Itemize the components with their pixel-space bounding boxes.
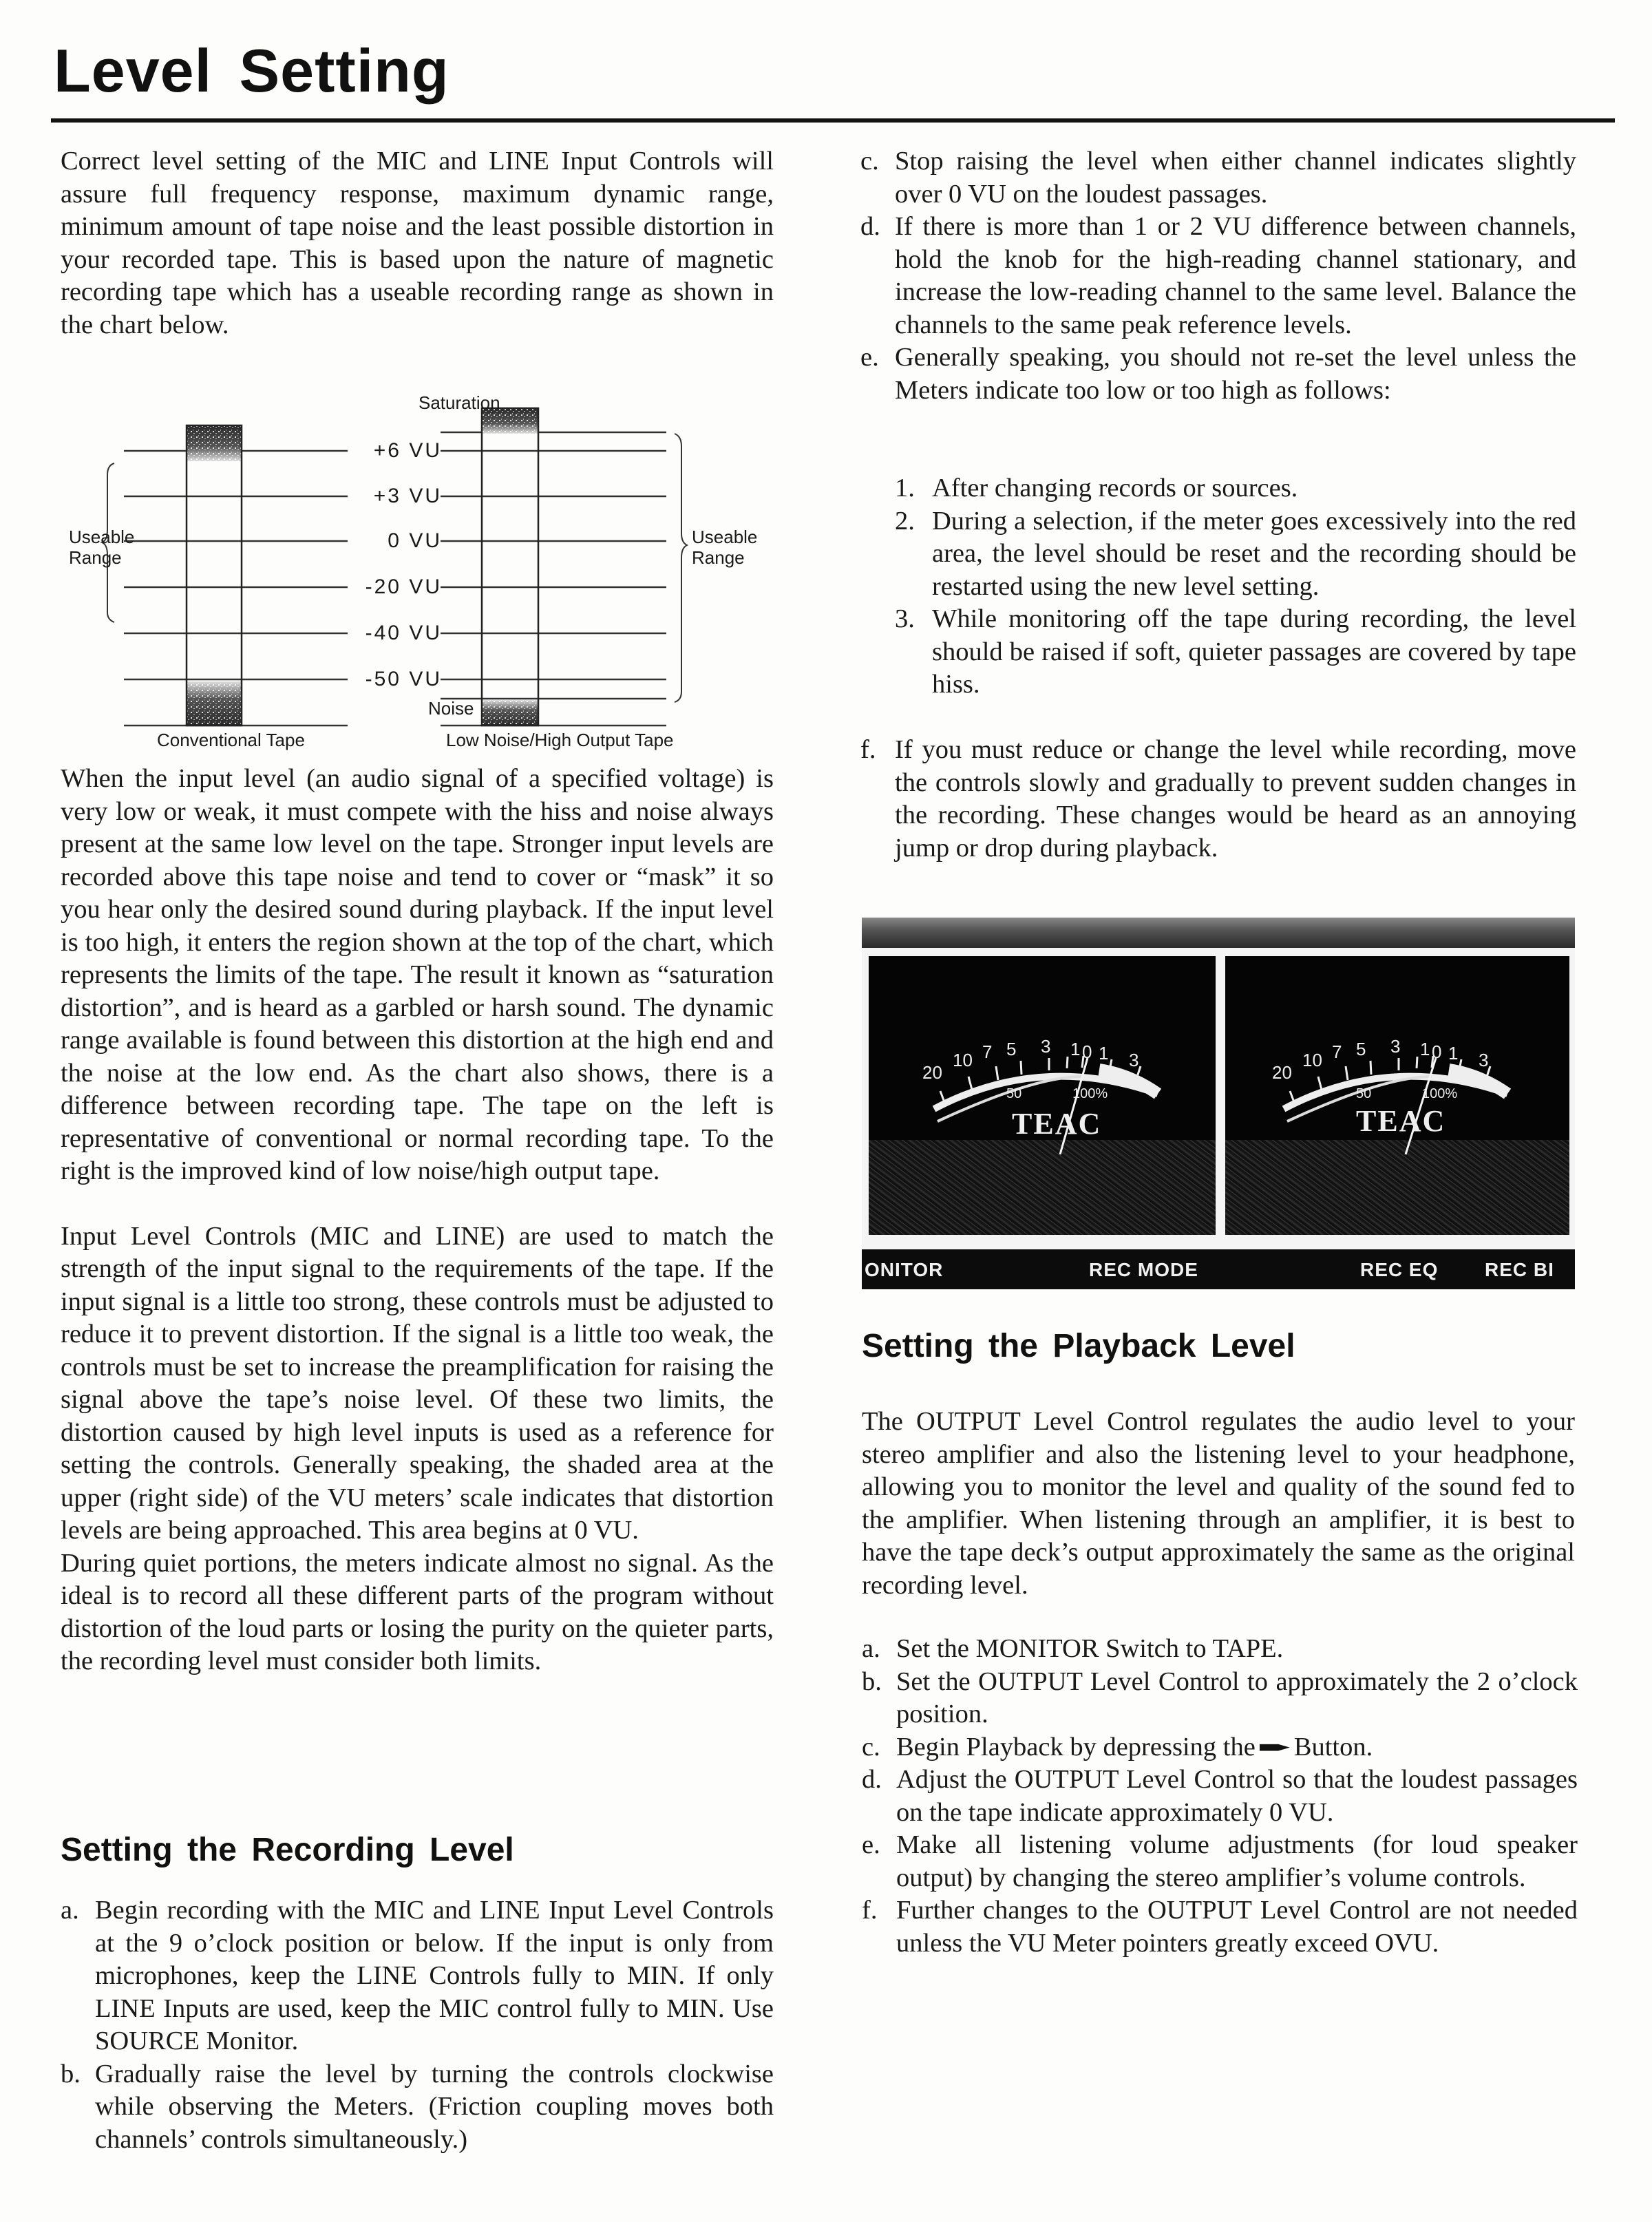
recording-step-f xyxy=(860,734,1576,865)
recording-steps-continued xyxy=(860,145,1576,407)
recording-step-d xyxy=(860,211,1576,341)
vu-meter-photo xyxy=(862,918,1575,1289)
step-marker: e. xyxy=(860,343,879,372)
title-rule xyxy=(51,118,1615,123)
right-useable-range-label: Useable Range xyxy=(692,527,758,568)
step-text: Begin recording with the MIC and LINE Input Level Controls at the 9 o’clock position or below. If the input is only from microphones, keep the LINE Controls fully to MIN. If only LINE Inputs are used, keep the MIC control fully to MIN. Use SOURCE Monitor. xyxy=(95,1896,774,2055)
saturation-label: Saturation xyxy=(419,392,500,413)
recording-steps-list xyxy=(61,1894,774,2156)
step-marker: a. xyxy=(61,1896,79,1925)
recording-level-heading: Setting the Recording Level xyxy=(61,1832,514,1868)
step-marker: d. xyxy=(860,212,880,241)
condition-marker: 3. xyxy=(895,604,915,633)
quiet-portions-paragraph: During quiet portions, the meters indicate almost no signal. As the ideal is to record all these different parts of the program without distortion of the loud parts or losing the purity on the quieter parts, the recording level must consider both limits. xyxy=(61,1548,774,1675)
level-label-minus40: -40 VU xyxy=(365,622,442,644)
step-marker: c. xyxy=(860,147,879,176)
step-text: If you must reduce or change the level while recording, move the controls slowly and gradually to prevent sudden changes in the recording. These changes would be heard as an annoying jump or drop during playback. xyxy=(895,735,1576,863)
left-column xyxy=(61,145,774,341)
recording-step-a xyxy=(61,1894,774,2058)
recording-step-b xyxy=(61,2058,774,2157)
playback-step-c xyxy=(862,1731,1578,1764)
playback-intro-paragraph: The OUTPUT Level Control regulates the audio level to your stereo amplifier and also the listening level to your headphone, allowing you to monitor the level and quality of the sound fed to the amplifier. When listening through an amplifier, it is best to have the tape deck’s output approximately the same as the original recording level. xyxy=(862,1407,1575,1600)
deck-top-trim xyxy=(862,918,1575,948)
step-marker: d. xyxy=(862,1765,882,1794)
reset-conditions-list xyxy=(895,472,1576,701)
svg-text:50: 50 xyxy=(1356,1086,1372,1101)
monitor-label: ONITOR xyxy=(865,1259,944,1280)
svg-text:20: 20 xyxy=(922,1062,942,1083)
condition-text: While monitoring off the tape during recording, the level should be raised if soft, quieter passages are covered by tape hiss. xyxy=(932,604,1576,699)
vu-meter-left xyxy=(869,956,1216,1235)
condition-marker: 2. xyxy=(895,506,915,536)
step-text: Button. xyxy=(1293,1732,1373,1761)
svg-text:3: 3 xyxy=(1129,1050,1139,1070)
level-label-plus3: +3 VU xyxy=(373,485,442,507)
svg-text:3: 3 xyxy=(1041,1036,1051,1057)
svg-text:3: 3 xyxy=(1479,1050,1489,1070)
svg-text:10: 10 xyxy=(1302,1050,1322,1070)
rec-bias-label: REC BI xyxy=(1485,1259,1554,1280)
left-useable-range-label: Useable Range xyxy=(69,527,135,568)
play-button-icon xyxy=(1260,1742,1290,1753)
svg-text:1: 1 xyxy=(1448,1043,1459,1064)
step-marker: c. xyxy=(862,1732,880,1761)
condition-text: After changing records or sources. xyxy=(932,474,1298,502)
svg-text:20: 20 xyxy=(1272,1062,1292,1083)
step-marker: f. xyxy=(860,735,876,764)
svg-text:1: 1 xyxy=(1099,1043,1109,1064)
playback-step-f xyxy=(862,1894,1578,1960)
step-marker: f. xyxy=(862,1896,878,1925)
step-text: Make all listening volume adjustments (for loud speaker output) by changing the stereo amplifier’s volume controls. xyxy=(896,1830,1578,1892)
playback-level-heading: Setting the Playback Level xyxy=(862,1328,1295,1364)
step-marker: a. xyxy=(862,1634,880,1663)
svg-text:50: 50 xyxy=(1006,1086,1022,1101)
step-text: Stop raising the level when either channel indicates slightly over 0 VU on the loudest passages. xyxy=(895,147,1576,209)
level-label-minus20: -20 VU xyxy=(365,575,442,598)
reset-condition-2 xyxy=(895,505,1576,604)
svg-text:100%: 100% xyxy=(1072,1086,1108,1101)
step-text: Generally speaking, you should not re-set the level unless the Meters indicate too low or too high as follows: xyxy=(895,343,1576,405)
step-marker: b. xyxy=(61,2059,81,2088)
recording-step-f-list xyxy=(860,734,1576,865)
step-text: Gradually raise the level by turning the controls clockwise while observing the Meters. (Friction coupling moves both channels’ controls simultaneously.) xyxy=(95,2059,774,2154)
playback-step-d xyxy=(862,1764,1578,1829)
recording-step-c xyxy=(860,145,1576,211)
rec-eq-label: REC EQ xyxy=(1360,1259,1439,1280)
svg-text:5: 5 xyxy=(1356,1039,1366,1059)
svg-text:1: 1 xyxy=(1420,1039,1430,1059)
vu-meter-right xyxy=(1225,956,1569,1235)
step-marker: b. xyxy=(862,1666,882,1696)
step-text: If there is more than 1 or 2 VU difference between channels, hold the knob for the high-reading channel stationary, and increase the low-reading channel to the same level. Balance the channels to the same peak reference levels. xyxy=(895,212,1576,339)
deck-control-labels-bar xyxy=(862,1249,1575,1289)
svg-text:7: 7 xyxy=(1332,1041,1342,1062)
svg-text:5: 5 xyxy=(1006,1039,1017,1059)
playback-step-a xyxy=(862,1633,1578,1666)
page-title: Level Setting xyxy=(54,36,449,105)
reset-condition-3 xyxy=(895,603,1576,701)
meter-brand-right: TEAC xyxy=(1356,1104,1446,1138)
low-noise-tape-label: Low Noise/High Output Tape xyxy=(446,730,674,750)
intro-paragraph: Correct level setting of the MIC and LINE Input Controls will assure full frequency response, maximum dynamic range, minimum amount of tape noise and the least possible distortion in your recorded tape. This is based upon the nature of magnetic recording tape which has a useable recording range as shown in the chart below. xyxy=(61,147,774,339)
playback-steps-list xyxy=(862,1633,1578,1960)
step-text: Adjust the OUTPUT Level Control so that the loudest passages on the tape indicate approximately 0 VU. xyxy=(896,1765,1578,1827)
svg-text:0: 0 xyxy=(1432,1041,1442,1062)
svg-text:7: 7 xyxy=(982,1041,993,1062)
tape-range-diagram xyxy=(69,385,833,750)
left-column-body xyxy=(61,763,774,1678)
level-label-minus50: -50 VU xyxy=(365,668,442,690)
svg-text:1: 1 xyxy=(1070,1039,1081,1059)
step-text: Begin Playback by depressing the xyxy=(896,1732,1256,1761)
playback-step-b xyxy=(862,1666,1578,1731)
step-marker: e. xyxy=(862,1830,880,1859)
level-label-0: 0 VU xyxy=(388,529,442,552)
playback-step-e xyxy=(862,1829,1578,1894)
step-text: Set the MONITOR Switch to TAPE. xyxy=(896,1634,1284,1663)
step-text: Further changes to the OUTPUT Level Control are not needed unless the VU Meter pointers greatly exceed OVU. xyxy=(896,1896,1578,1958)
svg-text:0: 0 xyxy=(1082,1041,1092,1062)
saturation-explanation-paragraph: When the input level (an audio signal of a specified voltage) is very low or weak, it must compete with the hiss and noise always present at the same low level on the tape. Stronger input levels are recorded above this tape noise and tend to cover or “mask” it so you hear only the desired sound during playback. If the input level is too high, it enters the region shown at the top of the chart, which represents the limits of the tape. The result it known as “saturation distortion”, and is heard as a garbled or harsh sound. The dynamic range available is found between this distortion at the high end and the noise at the low end. As the chart also shows, there is a difference between recording tape. The tape on the left is representative of conventional or normal recording tape. To the right is the improved kind of low noise/high output tape. xyxy=(61,764,774,1185)
reset-condition-1 xyxy=(895,472,1576,505)
meter-brand-left: TEAC xyxy=(1012,1107,1102,1141)
noise-label: Noise xyxy=(428,698,474,719)
svg-text:3: 3 xyxy=(1390,1036,1401,1057)
svg-text:100%: 100% xyxy=(1422,1086,1458,1101)
rec-mode-label: REC MODE xyxy=(1089,1259,1198,1280)
recording-step-e xyxy=(860,341,1576,407)
step-text: Set the OUTPUT Level Control to approximately the 2 o’clock position. xyxy=(896,1666,1578,1728)
input-controls-paragraph: Input Level Controls (MIC and LINE) are used to match the strength of the input signal to the requirements of the tape. If the input signal is a little too strong, these controls must be adjusted to reduce it to prevent distortion. If the signal is a little too weak, the controls must be set to increase the preamplification for raising the signal above the tape’s noise level. Of these two limits, the distortion caused by high level inputs is used as a reference for setting the controls. Generally speaking, the shaded area at the upper (right side) of the VU meters’ scale indicates that distortion levels are being approached. This area begins at 0 VU. xyxy=(61,1221,774,1545)
condition-text: During a selection, if the meter goes excessively into the red area, the level should be reset and the recording should be restarted using the new level setting. xyxy=(932,506,1576,601)
conventional-tape-label: Conventional Tape xyxy=(157,730,305,750)
playback-intro xyxy=(862,1406,1575,1602)
level-label-plus6: +6 VU xyxy=(373,439,442,462)
svg-text:10: 10 xyxy=(953,1050,973,1070)
condition-marker: 1. xyxy=(895,474,915,502)
